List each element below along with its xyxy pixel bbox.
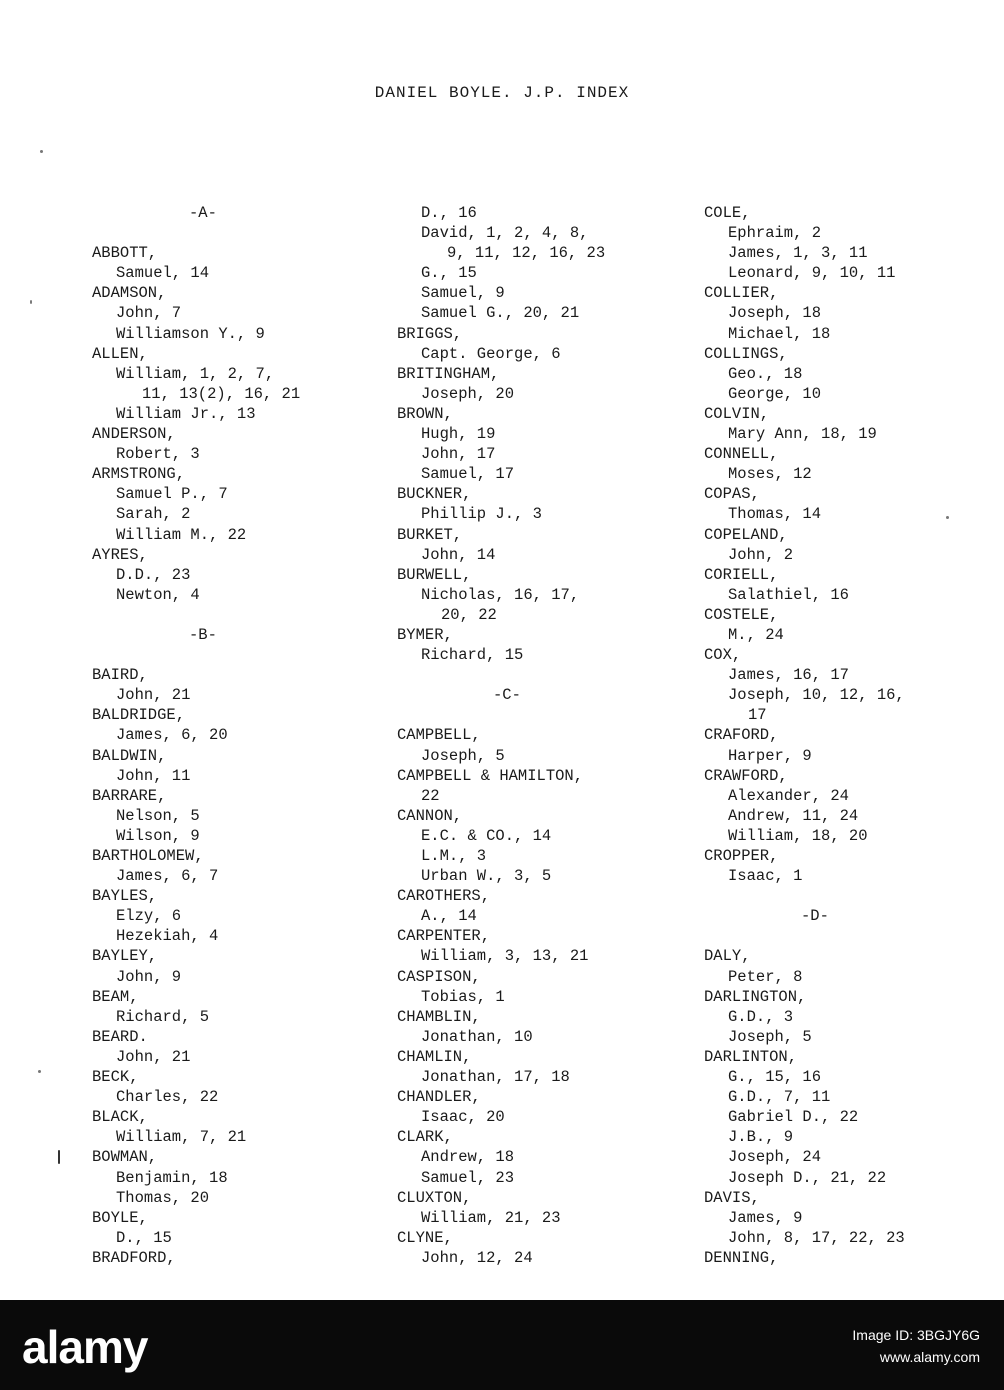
given-name-entry: Samuel G., 20, 21 xyxy=(421,304,580,323)
given-name-entry: Gabriel D., 22 xyxy=(728,1108,859,1127)
given-name-entry: Leonard, 9, 10, 11 xyxy=(728,264,896,283)
surname-entry: CANNON, xyxy=(397,806,463,825)
surname-entry: BRADFORD, xyxy=(92,1248,176,1267)
given-name-entry: Richard, 15 xyxy=(421,646,524,665)
given-name-entry: D., 16 xyxy=(421,204,477,222)
line-spacer xyxy=(397,665,697,685)
image-id: Image ID: 3BGJY6G xyxy=(852,1327,980,1343)
page-title: DANIEL BOYLE. J.P. INDEX xyxy=(374,84,630,102)
surname-entry: DALY, xyxy=(704,947,751,966)
surname-entry: CROPPER, xyxy=(704,847,779,865)
scan-speck xyxy=(58,1150,60,1164)
given-name-entry: A., 14 xyxy=(421,907,477,926)
given-name-entry: Richard, 5 xyxy=(116,1007,210,1026)
given-name-entry: Williamson Y., 9 xyxy=(116,324,265,343)
given-name-entry: John, 21 xyxy=(116,686,191,705)
given-name-entry: Joseph, 20 xyxy=(421,384,515,403)
given-name-entry: Alexander, 24 xyxy=(728,786,849,805)
surname-entry: BARTHOLOMEW, xyxy=(92,847,204,865)
surname-entry: CORIELL, xyxy=(704,565,779,584)
given-name-entry: M., 24 xyxy=(728,625,784,644)
surname-entry: ABBOTT, xyxy=(92,244,158,263)
given-name-entry: William, 3, 13, 21 xyxy=(421,947,589,966)
surname-entry: CHAMLIN, xyxy=(397,1047,472,1066)
given-name-entry: William Jr., 13 xyxy=(116,404,256,423)
section-letter-heading: -D- xyxy=(801,907,829,926)
given-name-entry: Charles, 22 xyxy=(116,1088,219,1107)
surname-entry: BUCKNER, xyxy=(397,485,472,504)
given-name-entry: D., 15 xyxy=(116,1228,172,1247)
surname-entry: COLLINGS, xyxy=(704,344,788,363)
surname-entry: COX, xyxy=(704,646,742,665)
line-spacer xyxy=(704,886,1004,906)
line-spacer xyxy=(704,926,1004,946)
surname-entry: CAMPBELL, xyxy=(397,726,481,745)
given-name-entry: William M., 22 xyxy=(116,525,247,544)
given-name-entry: Ephraim, 2 xyxy=(728,224,822,243)
surname-entry: BEAM, xyxy=(92,987,139,1006)
given-name-entry: Salathiel, 16 xyxy=(728,585,849,604)
surname-entry: BLACK, xyxy=(92,1108,148,1127)
section-letter-heading: -A- xyxy=(189,204,217,222)
given-name-entry: Thomas, 14 xyxy=(728,505,822,524)
surname-entry: CLARK, xyxy=(397,1128,453,1147)
surname-entry: DARLINGTON, xyxy=(704,987,807,1006)
given-name-entry: Samuel, 9 xyxy=(421,284,505,303)
surname-entry: DAVIS, xyxy=(704,1188,760,1207)
given-name-entry: John, 11 xyxy=(116,766,191,785)
given-name-entry: Joseph, 18 xyxy=(728,304,822,323)
given-name-entry: William, 1, 2, 7, xyxy=(116,364,275,383)
surname-entry: BAIRD, xyxy=(92,666,148,685)
surname-entry: COPELAND, xyxy=(704,525,788,544)
given-name-entry: Michael, 18 xyxy=(728,324,831,343)
surname-entry: ANDERSON, xyxy=(92,425,176,444)
page-ref-continuation: 20, 22 xyxy=(441,605,497,624)
line-spacer xyxy=(92,223,392,243)
surname-entry: DARLINTON, xyxy=(704,1047,798,1066)
given-name-entry: G., 15, 16 xyxy=(728,1068,822,1087)
index-column-1 xyxy=(92,203,392,1268)
index-column-2 xyxy=(397,203,697,1268)
given-name-entry: J.B., 9 xyxy=(728,1128,794,1147)
section-letter-heading: -B- xyxy=(189,625,217,644)
surname-entry: CLUXTON, xyxy=(397,1188,472,1207)
given-name-entry: E.C. & CO., 14 xyxy=(421,826,552,845)
surname-entry: CLYNE, xyxy=(397,1228,453,1247)
section-letter-heading: -C- xyxy=(493,686,521,705)
given-name-entry: Benjamin, 18 xyxy=(116,1168,228,1187)
given-name-entry: Andrew, 18 xyxy=(421,1148,515,1167)
page-ref-continuation: 11, 13(2), 16, 21 xyxy=(142,384,301,403)
given-name-entry: David, 1, 2, 4, 8, xyxy=(421,224,589,243)
surname-entry: BRITINGHAM, xyxy=(397,364,500,383)
given-name-entry: Geo., 18 xyxy=(728,364,803,383)
footer-info xyxy=(852,1324,980,1368)
surname-entry: BAYLEY, xyxy=(92,947,158,966)
given-name-entry: Newton, 4 xyxy=(116,585,200,604)
alamy-logo: alamy xyxy=(22,1321,148,1373)
surname-entry: BALDWIN, xyxy=(92,746,167,765)
surname-entry: BURKET, xyxy=(397,525,463,544)
given-name-entry: Joseph, 10, 12, 16, xyxy=(728,686,905,705)
given-name-entry: John, 12, 24 xyxy=(421,1248,533,1267)
given-name-entry: G., 15 xyxy=(421,264,477,283)
surname-entry: BOWMAN, xyxy=(92,1148,158,1167)
given-name-entry: John, 17 xyxy=(421,445,496,464)
given-name-entry: Wilson, 9 xyxy=(116,826,200,845)
surname-entry: BURWELL, xyxy=(397,565,472,584)
site-url: www.alamy.com xyxy=(879,1349,980,1365)
surname-entry: AYRES, xyxy=(92,545,148,564)
surname-entry: COPAS, xyxy=(704,485,760,504)
given-name-entry: Robert, 3 xyxy=(116,445,200,464)
given-name-entry: D.D., 23 xyxy=(116,565,191,584)
surname-entry: COSTELE, xyxy=(704,605,779,624)
surname-entry: CHAMBLIN, xyxy=(397,1007,481,1026)
given-name-entry: James, 1, 3, 11 xyxy=(728,244,868,263)
given-name-entry: G.D., 3 xyxy=(728,1007,794,1026)
given-name-entry: Samuel, 14 xyxy=(116,264,210,283)
surname-entry: COLE, xyxy=(704,204,751,222)
surname-entry: DENNING, xyxy=(704,1248,779,1267)
surname-entry: ADAMSON, xyxy=(92,284,167,303)
given-name-entry: John, 9 xyxy=(116,967,182,986)
given-name-entry: William, 18, 20 xyxy=(728,826,868,845)
given-name-entry: Joseph, 5 xyxy=(421,746,505,765)
given-name-entry: Harper, 9 xyxy=(728,746,812,765)
line-spacer xyxy=(92,605,392,625)
surname-entry: CRAWFORD, xyxy=(704,766,788,785)
given-name-entry: Phillip J., 3 xyxy=(421,505,542,524)
surname-entry: COLVIN, xyxy=(704,404,770,423)
given-name-entry: James, 6, 20 xyxy=(116,726,228,745)
surname-entry: BECK, xyxy=(92,1068,139,1087)
surname-entry: CAROTHERS, xyxy=(397,887,491,906)
given-name-entry: Mary Ann, 18, 19 xyxy=(728,425,877,444)
line-spacer xyxy=(397,705,697,725)
given-name-entry: James, 6, 7 xyxy=(116,867,219,886)
surname-entry: CAMPBELL & HAMILTON, xyxy=(397,766,584,785)
index-column-3 xyxy=(704,203,1004,1268)
given-name-entry: John, 21 xyxy=(116,1047,191,1066)
given-name-entry: James, 16, 17 xyxy=(728,666,849,685)
surname-entry: BARRARE, xyxy=(92,786,167,805)
given-name-entry: William, 7, 21 xyxy=(116,1128,247,1147)
given-name-entry: William, 21, 23 xyxy=(421,1208,561,1227)
scan-speck xyxy=(40,150,43,153)
surname-entry: ALLEN, xyxy=(92,344,148,363)
given-name-entry: Andrew, 11, 24 xyxy=(728,806,859,825)
given-name-entry: Thomas, 20 xyxy=(116,1188,210,1207)
given-name-entry: Joseph, 5 xyxy=(728,1027,812,1046)
surname-entry: CARPENTER, xyxy=(397,927,491,946)
given-name-entry: Isaac, 20 xyxy=(421,1108,505,1127)
given-name-entry: Tobias, 1 xyxy=(421,987,505,1006)
scan-speck xyxy=(946,516,949,519)
given-name-entry: John, 8, 17, 22, 23 xyxy=(728,1228,905,1247)
given-name-entry: Nicholas, 16, 17, xyxy=(421,585,580,604)
given-name-entry: Samuel, 17 xyxy=(421,465,515,484)
given-name-entry: Samuel, 23 xyxy=(421,1168,515,1187)
given-name-entry: Jonathan, 17, 18 xyxy=(421,1068,570,1087)
given-name-entry: Sarah, 2 xyxy=(116,505,191,524)
surname-entry: CONNELL, xyxy=(704,445,779,464)
given-name-entry: Hugh, 19 xyxy=(421,425,496,444)
surname-entry: BEARD. xyxy=(92,1027,148,1046)
line-spacer xyxy=(92,645,392,665)
scan-speck xyxy=(38,1070,41,1073)
given-name-entry: Urban W., 3, 5 xyxy=(421,867,552,886)
given-name-entry: 22 xyxy=(421,786,440,805)
given-name-entry: Joseph, 24 xyxy=(728,1148,822,1167)
given-name-entry: Samuel P., 7 xyxy=(116,485,228,504)
surname-entry: COLLIER, xyxy=(704,284,779,303)
surname-entry: CHANDLER, xyxy=(397,1088,481,1107)
given-name-entry: Nelson, 5 xyxy=(116,806,200,825)
given-name-entry: Elzy, 6 xyxy=(116,907,182,926)
given-name-entry: Joseph D., 21, 22 xyxy=(728,1168,887,1187)
given-name-entry: Peter, 8 xyxy=(728,967,803,986)
surname-entry: BYMER, xyxy=(397,625,453,644)
given-name-entry: George, 10 xyxy=(728,384,822,403)
surname-entry: BAYLES, xyxy=(92,887,158,906)
given-name-entry: Capt. George, 6 xyxy=(421,344,561,363)
given-name-entry: John, 2 xyxy=(728,545,794,564)
given-name-entry: James, 9 xyxy=(728,1208,803,1227)
surname-entry: ARMSTRONG, xyxy=(92,465,186,484)
given-name-entry: Isaac, 1 xyxy=(728,867,803,886)
given-name-entry: John, 7 xyxy=(116,304,182,323)
surname-entry: BRIGGS, xyxy=(397,324,463,343)
given-name-entry: L.M., 3 xyxy=(421,847,487,865)
stock-watermark-footer xyxy=(0,1300,1004,1390)
given-name-entry: G.D., 7, 11 xyxy=(728,1088,831,1107)
given-name-entry: John, 14 xyxy=(421,545,496,564)
given-name-entry: Jonathan, 10 xyxy=(421,1027,533,1046)
given-name-entry: Moses, 12 xyxy=(728,465,812,484)
surname-entry: BALDRIDGE, xyxy=(92,706,186,725)
surname-entry: CRAFORD, xyxy=(704,726,779,745)
surname-entry: BROWN, xyxy=(397,404,453,423)
page-ref-continuation: 17 xyxy=(748,706,767,725)
surname-entry: BOYLE, xyxy=(92,1208,148,1227)
given-name-entry: Hezekiah, 4 xyxy=(116,927,219,946)
scan-speck xyxy=(30,300,32,304)
page-ref-continuation: 9, 11, 12, 16, 23 xyxy=(447,244,606,263)
surname-entry: CASPISON, xyxy=(397,967,481,986)
